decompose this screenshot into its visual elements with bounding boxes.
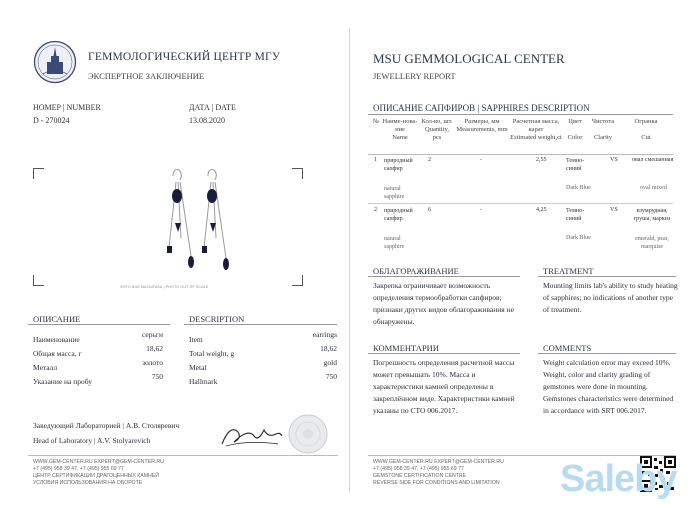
footer-rule-right [368,455,676,456]
date-value: 13.08.2020 [189,116,225,125]
col-header: Чистота Clarity [591,118,615,141]
treatment-text: Mounting limits lab's ability to study heating of sapphires; no indications of another type of treatment. [543,281,678,314]
col-header: Цвет Color [567,118,583,141]
number-label: НОМЕР | NUMBER [33,103,101,112]
desc-value: серьги [141,330,163,339]
photo-caption: ФОТО ВНЕ МАСШТАБА | PHOTO OUT OF SCALE [120,285,209,289]
page-divider [349,28,350,493]
desc-value: gold [323,358,337,367]
description-en-title: DESCRIPTION [189,314,245,324]
col-header: № [372,118,380,125]
description-ru-list [33,329,163,385]
desc-value: 750 [151,372,163,381]
description-ru-title: ОПИСАНИЕ [33,314,81,324]
desc-value: золото [142,358,163,367]
desc-row [33,329,163,343]
footer-line: +7 (495) 958 39 47, +7 (495) 955 69 77 [33,466,124,472]
watermark: Saleby [560,458,677,500]
desc-label: Total weight, g [189,349,235,358]
org-title-ru: ГЕММОЛОГИЧЕСКИЙ ЦЕНТР МГУ [88,51,281,63]
row-rule [368,203,673,204]
footer-rule-left [28,455,338,456]
comments-ru-rule [368,353,520,354]
description-en-list [189,329,337,385]
table-row: 2 природный сапфир natural sapphire 6 - 4,25 Темно-синий Dark Blue VS изумрудная, груша, маркиз emerald, pear, marquise [374,207,671,250]
footer-line: REVERSE SIDE FOR CONDITIONS AND LIMITATION [373,480,500,486]
org-title-en: MSU GEMMOLOGICAL CENTER [373,51,565,66]
footer-line: ЦЕНТР СЕРТИФИКАЦИИ ДРАГОЦЕННЫХ КАМНЕЙ [33,473,159,479]
treatment-title: TREATMENT [543,266,594,276]
footer-line: WWW.GEM-CENTER.RU EXPERT@GEM-CENTER.RU [373,459,504,465]
desc-label: Металл [33,363,58,372]
msu-logo [33,40,77,84]
desc-row [189,329,337,343]
desc-row [33,343,163,357]
date-label: ДАТА | DATE [189,103,236,112]
col-header: Наиме-нова-ние Name [382,118,418,141]
footer-right [373,459,504,487]
desc-value: 18,62 [320,344,337,353]
desc-label: Указание на пробу [33,377,93,386]
treatment-rule [538,276,676,277]
desc-value: earrings [312,330,337,339]
desc-label: Metal [189,363,207,372]
header-rule [368,154,673,155]
sapphires-table-rule [368,114,673,115]
comments-ru-text: Погрешность определения расчетной массы может превышать 10%. Масса и характеристики камней определены в закреплённом виде. Характеристики камней указаны по СТО 006.2017. [373,358,515,415]
desc-row [189,371,337,385]
col-header: Размеры, мм Measurements, mm [456,118,508,133]
head-of-lab-en: Head of Laboratory | A.V. Stolyarevich [33,436,151,445]
desc-label: Общая масса, г [33,349,82,358]
desc-row [33,357,163,371]
number-value: D - 270024 [33,116,70,125]
table-row: 1 природный сапфир natural sapphire 2 - 2,55 Темно-синий Dark Blue VS овал смешанная oval mixed [374,157,674,200]
doc-type-ru: ЭКСПЕРТНОЕ ЗАКЛЮЧЕНИЕ [88,71,205,81]
col-header: Кол-во, шт. Quantity, pcs [421,118,453,141]
footer-line: УСЛОВИЯ ИСПОЛЬЗОВАНИЯ НА ОБОРОТЕ [33,480,143,486]
hologram-seal [288,414,328,454]
comments-en-rule [538,353,676,354]
footer-line: WWW.GEM-CENTER.RU EXPERT@GEM-CENTER.RU [33,459,164,465]
desc-row [189,357,337,371]
col-header: Огранка Cut [634,118,658,141]
sapphires-table-title: ОПИСАНИЕ САПФИРОВ | SAPPHIRES DESCRIPTION [373,103,590,113]
desc-label: Hallmark [189,377,218,386]
comments-ru-title: КОММЕНТАРИИ [373,343,439,353]
footer-line: +7 (495) 958 39 47, +7 (495) 955 69 77 [373,466,464,472]
description-ru-rule [28,324,170,325]
refining-title: ОБЛАГОРАЖИВАНИЕ [373,266,459,276]
comments-en-text: Weight calculation error may exceed 10%. Weight, color and clarity grading of gemstones were done in mounting. Gemstones characteristics were determined in accordance with SRT 006.2017. [543,358,674,415]
desc-row [33,371,163,385]
footer-left [33,459,164,487]
footer-line: GEMSTONE CERTIFICATION CENTRE [373,473,467,479]
desc-label: Наименование [33,335,80,344]
col-header: Расчетная масса, карат Estimated weight,ct [510,118,562,141]
description-en-rule [184,324,337,325]
desc-label: Item [189,335,203,344]
earrings-photo [153,168,243,273]
desc-value: 750 [325,372,337,381]
refining-text: Закрепка ограничивает возможность определения термообработки сапфиров; признаки других видов облагораживания не обнаружены. [373,281,514,326]
head-of-lab-ru: Заведующий Лабораторией | А.В. Столяревич [33,421,180,430]
desc-value: 18,62 [146,344,163,353]
refining-rule [368,276,520,277]
jewelry-photo-frame [33,168,303,286]
doc-type-en: JEWELLERY REPORT [373,71,456,81]
comments-en-title: COMMENTS [543,343,592,353]
signature [218,418,284,452]
desc-row [189,343,337,357]
